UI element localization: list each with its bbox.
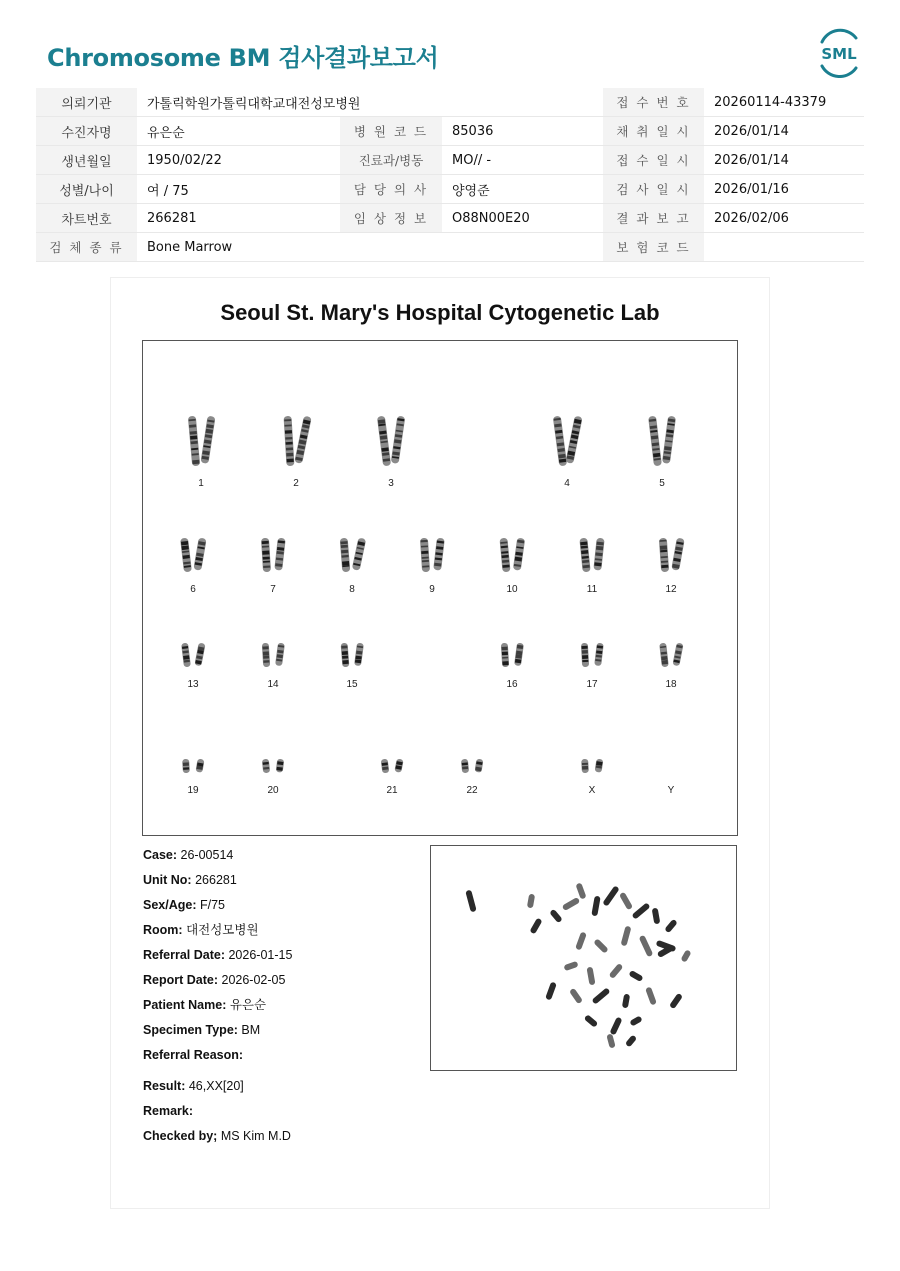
remark-row <box>143 1102 433 1127</box>
receipt-no-value: 20260114-43379 <box>704 88 864 117</box>
karyogram <box>142 340 738 836</box>
test-date-value: 2026/01/16 <box>704 175 864 204</box>
chart-no-value: 266281 <box>137 204 340 233</box>
chromosome-pair-22 <box>461 759 484 774</box>
info-row <box>36 88 864 117</box>
patient-info-table <box>36 88 864 262</box>
requesting-institution-value: 가톨릭학원가톨릭대학교대전성모병원 <box>137 88 603 117</box>
chromosome-pair-2 <box>284 416 312 467</box>
checked-value: MS Kim M.D <box>220 1129 291 1143</box>
specimen-type-label: Specimen Type: <box>143 1023 238 1037</box>
room-label: Room: <box>143 923 183 937</box>
checked-row <box>143 1127 433 1152</box>
specimen-type-value: BM <box>241 1023 261 1037</box>
metaphase-spread <box>430 845 737 1071</box>
chromosome-label: 12 <box>665 584 677 595</box>
patient-name-value: 유은순 <box>137 117 340 146</box>
cytogenetic-report <box>110 277 770 1209</box>
patient-row <box>143 996 433 1021</box>
chromosome-label: 14 <box>267 679 279 690</box>
doctor-value: 양영준 <box>442 175 603 204</box>
chromosome-label: 11 <box>586 584 598 595</box>
result-report-value: 2026/02/06 <box>704 204 864 233</box>
hospital-code-label: 병 원 코 드 <box>340 117 442 146</box>
case-label: Case: <box>143 848 178 862</box>
sml-logo <box>812 28 866 78</box>
unit-label: Unit No: <box>143 873 192 887</box>
referral-reason-label: Referral Reason: <box>143 1048 244 1062</box>
info-row <box>36 204 864 233</box>
chromosome-pair-1 <box>188 416 216 467</box>
room-row <box>143 921 433 946</box>
result-row <box>143 1077 433 1102</box>
department-label: 진료과/병동 <box>340 146 442 175</box>
chromosome-label: 2 <box>293 478 299 489</box>
case-row <box>143 846 433 871</box>
report-title: Chromosome BM 검사결과보고서 <box>47 44 439 72</box>
patient-label: Patient Name: <box>143 998 227 1012</box>
chromosome-pair-21 <box>381 758 404 773</box>
chromosome-label: 15 <box>346 679 358 690</box>
sex-age-value: F/75 <box>199 898 225 912</box>
collection-date-value: 2026/01/14 <box>704 117 864 146</box>
sex-age-label: Sex/Age: <box>143 898 197 912</box>
case-details <box>143 846 433 1152</box>
clinical-info-label: 임 상 정 보 <box>340 204 442 233</box>
chromosome-pair-8 <box>340 538 367 573</box>
case-value: 26-00514 <box>180 848 234 862</box>
clinical-info-value: O88N00E20 <box>442 204 603 233</box>
karyogram-image <box>143 341 737 835</box>
chart-no-label: 차트번호 <box>36 204 137 233</box>
chromosome-label: 9 <box>429 584 435 595</box>
specimen-value: Bone Marrow <box>137 233 603 262</box>
checked-label: Checked by; <box>143 1129 218 1143</box>
metaphase-chromosomes <box>465 882 691 1048</box>
chromosome-pair-7 <box>261 538 286 573</box>
report-date-label: Report Date: <box>143 973 219 987</box>
chromosome-pair-13 <box>181 643 206 668</box>
patient-name-label: 수진자명 <box>36 117 137 146</box>
result-value: 46,XX[20] <box>188 1079 244 1093</box>
birth-date-value: 1950/02/22 <box>137 146 340 175</box>
chromosome-pair-9 <box>420 538 445 573</box>
report-date-row <box>143 971 433 996</box>
chromosome-label: 16 <box>506 679 518 690</box>
referral-date-value: 2026-01-15 <box>228 948 293 962</box>
chromosome-label: 13 <box>187 679 199 690</box>
test-date-label: 검 사 일 시 <box>603 175 704 204</box>
receipt-date-value: 2026/01/14 <box>704 146 864 175</box>
chromosome-label: 22 <box>466 785 478 796</box>
chromosome-label: X <box>588 785 596 796</box>
chromosome-pair-3 <box>377 416 405 467</box>
specimen-label: 검 체 종 류 <box>36 233 137 262</box>
logo-text: SML <box>821 45 857 63</box>
chromosome-pair-10 <box>499 538 525 573</box>
chromosome-label: 8 <box>349 584 355 595</box>
insurance-code-value <box>704 233 864 262</box>
info-row <box>36 175 864 204</box>
specimen-row <box>143 1021 433 1046</box>
requesting-institution-label: 의뢰기관 <box>36 88 137 117</box>
info-row <box>36 117 864 146</box>
receipt-date-label: 접 수 일 시 <box>603 146 704 175</box>
chromosome-label: 10 <box>506 584 518 595</box>
info-row <box>36 146 864 175</box>
chromosome-label: 19 <box>187 785 199 796</box>
chromosome-label: 5 <box>659 478 665 489</box>
hospital-code-value: 85036 <box>442 117 603 146</box>
chromosome-pair-17 <box>581 643 604 668</box>
chromosome-pair-X <box>581 759 603 774</box>
chromosome-pair-5 <box>648 416 676 467</box>
unit-row <box>143 871 433 896</box>
receipt-no-label: 접 수 번 호 <box>603 88 704 117</box>
chromosome-pair-16 <box>501 643 524 668</box>
chromosome-label: 6 <box>190 584 196 595</box>
remark-label: Remark: <box>143 1104 194 1118</box>
unit-value: 266281 <box>195 873 237 887</box>
result-label: Result: <box>143 1079 186 1093</box>
doctor-label: 담 당 의 사 <box>340 175 442 204</box>
chromosome-pair-19 <box>182 759 204 774</box>
chromosome-pair-15 <box>341 643 364 668</box>
referral-date-row <box>143 946 433 971</box>
chromosome-label: 7 <box>270 584 276 595</box>
chromosome-label: 4 <box>564 478 570 489</box>
chromosome-pair-20 <box>262 759 284 774</box>
chromosome-label: 17 <box>586 679 598 690</box>
referral-reason-row <box>143 1046 433 1071</box>
chromosome-pair-11 <box>579 538 604 573</box>
room-value: 대전성모병원 <box>186 923 259 937</box>
chromosome-label: 18 <box>665 679 677 690</box>
chromosome-pair-12 <box>659 538 685 573</box>
info-row <box>36 233 864 262</box>
chromosome-label: 20 <box>267 785 279 796</box>
chromosome-label: Y <box>667 785 675 796</box>
referral-date-label: Referral Date: <box>143 948 225 962</box>
sex-age-row <box>143 896 433 921</box>
metaphase-image <box>431 846 736 1070</box>
insurance-code-label: 보 험 코 드 <box>603 233 704 262</box>
chromosome-pair-4 <box>553 416 583 467</box>
birth-date-label: 생년월일 <box>36 146 137 175</box>
chromosome-label: 3 <box>388 478 394 489</box>
chromosome-pair-14 <box>262 643 285 668</box>
chromosome-pair-6 <box>180 538 207 573</box>
chromosome-pair-18 <box>659 643 683 668</box>
result-report-label: 결 과 보 고 <box>603 204 704 233</box>
lab-title: Seoul St. Mary's Hospital Cytogenetic Lab <box>220 300 660 325</box>
report-date-value: 2026-02-05 <box>221 973 286 987</box>
chromosome-label: 21 <box>386 785 398 796</box>
sex-age-label: 성별/나이 <box>36 175 137 204</box>
collection-date-label: 채 취 일 시 <box>603 117 704 146</box>
patient-value: 유은순 <box>229 998 267 1012</box>
chromosome-label: 1 <box>198 478 204 489</box>
sex-age-value: 여 / 75 <box>137 175 340 204</box>
department-value: MO// - <box>442 146 603 175</box>
